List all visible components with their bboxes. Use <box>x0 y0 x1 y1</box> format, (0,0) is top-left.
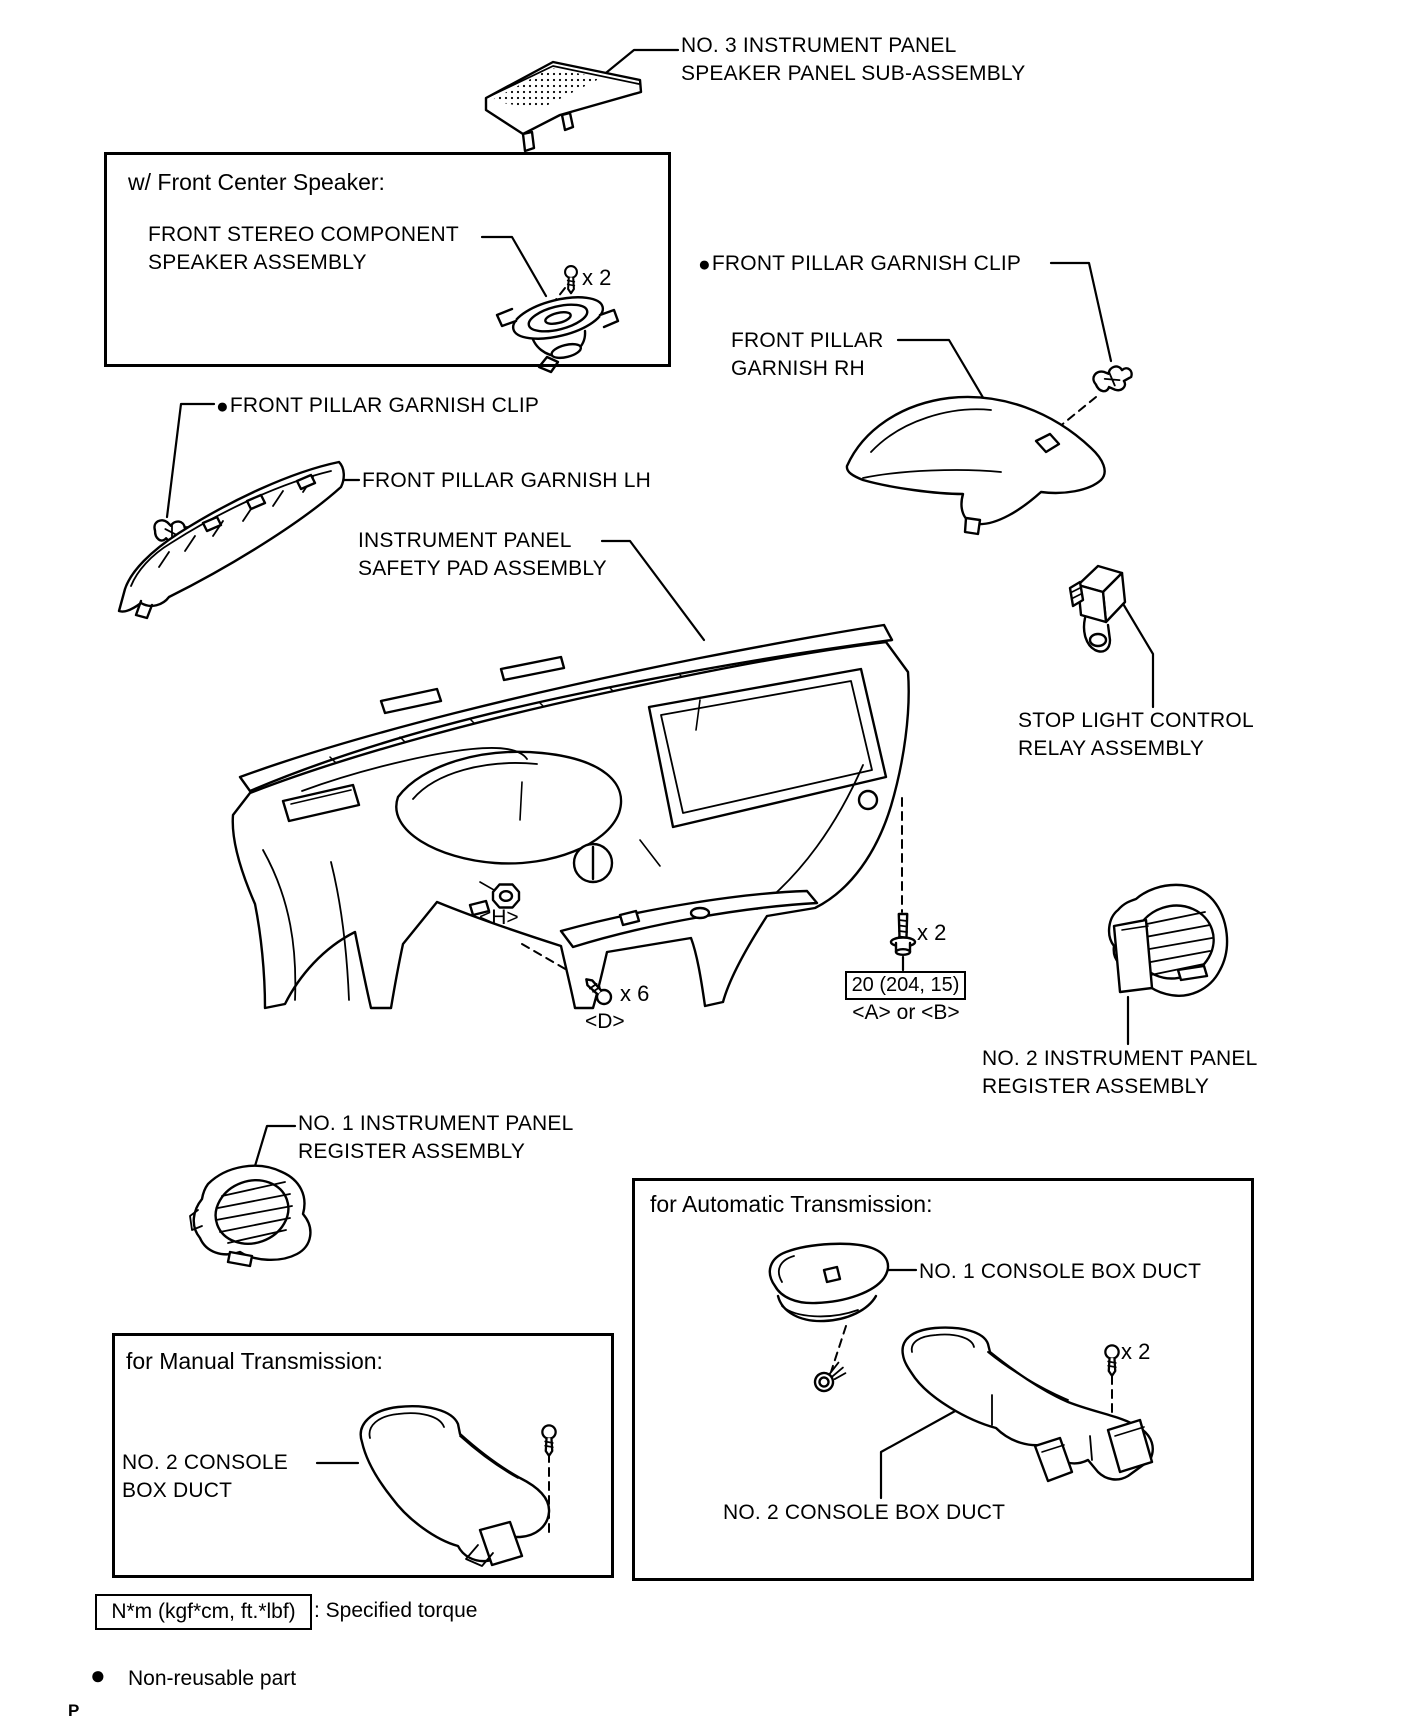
label-no2-console-duct-manual <box>122 1449 288 1505</box>
automatic-transmission-title: for Automatic Transmission: <box>650 1191 933 1217</box>
label-line: SAFETY PAD ASSEMBLY <box>358 557 607 580</box>
label-line: NO. 2 CONSOLE <box>122 1451 288 1474</box>
label-line: FRONT PILLAR GARNISH CLIP <box>229 394 540 417</box>
label-no3-speaker-panel <box>681 32 1025 88</box>
legend-torque-desc: : Specified torque <box>314 1599 478 1622</box>
label-no1-register <box>298 1110 574 1166</box>
stop-light-relay-drawing <box>1070 566 1125 652</box>
page-footer-mark: P <box>68 1701 80 1720</box>
panel-bolt-qty: x 2 <box>917 920 947 945</box>
label-no1-console-duct: NO. 1 CONSOLE BOX DUCT <box>919 1260 1202 1283</box>
label-line: NO. 1 INSTRUMENT PANEL <box>298 1112 574 1135</box>
label-pillar-garnish-lh: FRONT PILLAR GARNISH LH <box>362 469 651 492</box>
label-line: REGISTER ASSEMBLY <box>982 1075 1210 1098</box>
label-pillar-clip-lh <box>216 392 539 421</box>
torque-spec-box: 20 (204, 15) <box>845 971 966 1000</box>
duct-screw-qty: x 2 <box>1121 1339 1151 1364</box>
label-line: FRONT PILLAR <box>731 329 884 352</box>
label-line: SPEAKER ASSEMBLY <box>148 251 367 274</box>
label-line: INSTRUMENT PANEL <box>358 529 572 552</box>
manual-transmission-title: for Manual Transmission: <box>126 1348 383 1374</box>
pillar-garnish-rh-drawing <box>847 397 1105 534</box>
pillar-clip-rh-drawing <box>1092 363 1135 396</box>
label-stop-light-relay <box>1018 707 1254 763</box>
legend-torque-unit-box: N*m (kgf*cm, ft.*lbf) <box>95 1594 312 1630</box>
ab-position-mark: <A> or <B> <box>852 1001 960 1024</box>
front-center-speaker-title: w/ Front Center Speaker: <box>128 169 385 195</box>
label-pillar-garnish-rh <box>731 327 884 383</box>
non-reusable-dot: ● <box>216 395 229 418</box>
label-line: FRONT STEREO COMPONENT <box>148 223 459 246</box>
no1-register-drawing <box>190 1166 310 1266</box>
non-reusable-dot: ● <box>698 253 711 276</box>
label-line: NO. 3 INSTRUMENT PANEL <box>681 34 957 57</box>
d-position-mark: <D> <box>585 1010 625 1033</box>
nut-h-icon <box>493 885 519 908</box>
label-line: REGISTER ASSEMBLY <box>298 1140 526 1163</box>
label-line: SPEAKER PANEL SUB-ASSEMBLY <box>681 62 1026 85</box>
no3-speaker-panel-drawing <box>486 62 641 151</box>
label-safety-pad <box>358 527 607 583</box>
h-position-mark: <H> <box>479 906 519 929</box>
label-line: RELAY ASSEMBLY <box>1018 737 1205 760</box>
legend-non-reusable-text: Non-reusable part <box>128 1667 297 1690</box>
legend-non-reusable-dot: ● <box>90 1660 106 1690</box>
label-line: FRONT PILLAR GARNISH CLIP <box>711 252 1022 275</box>
label-pillar-clip-rh <box>698 250 1021 279</box>
label-no2-console-duct-auto: NO. 2 CONSOLE BOX DUCT <box>723 1501 1006 1524</box>
pillar-garnish-lh-drawing <box>119 462 344 618</box>
label-line: NO. 2 INSTRUMENT PANEL <box>982 1047 1258 1070</box>
label-no2-register <box>982 1045 1258 1101</box>
label-line: BOX DUCT <box>122 1479 233 1502</box>
bolt-ab-icon <box>891 914 915 955</box>
no2-register-drawing <box>1109 885 1227 996</box>
panel-screw-qty: x 6 <box>620 981 650 1006</box>
label-line: GARNISH RH <box>731 357 865 380</box>
label-front-stereo-speaker <box>148 221 459 277</box>
label-line: STOP LIGHT CONTROL <box>1018 709 1254 732</box>
speaker-screw-qty: x 2 <box>582 265 612 290</box>
instrument-panel-safety-pad-drawing <box>233 625 909 1008</box>
